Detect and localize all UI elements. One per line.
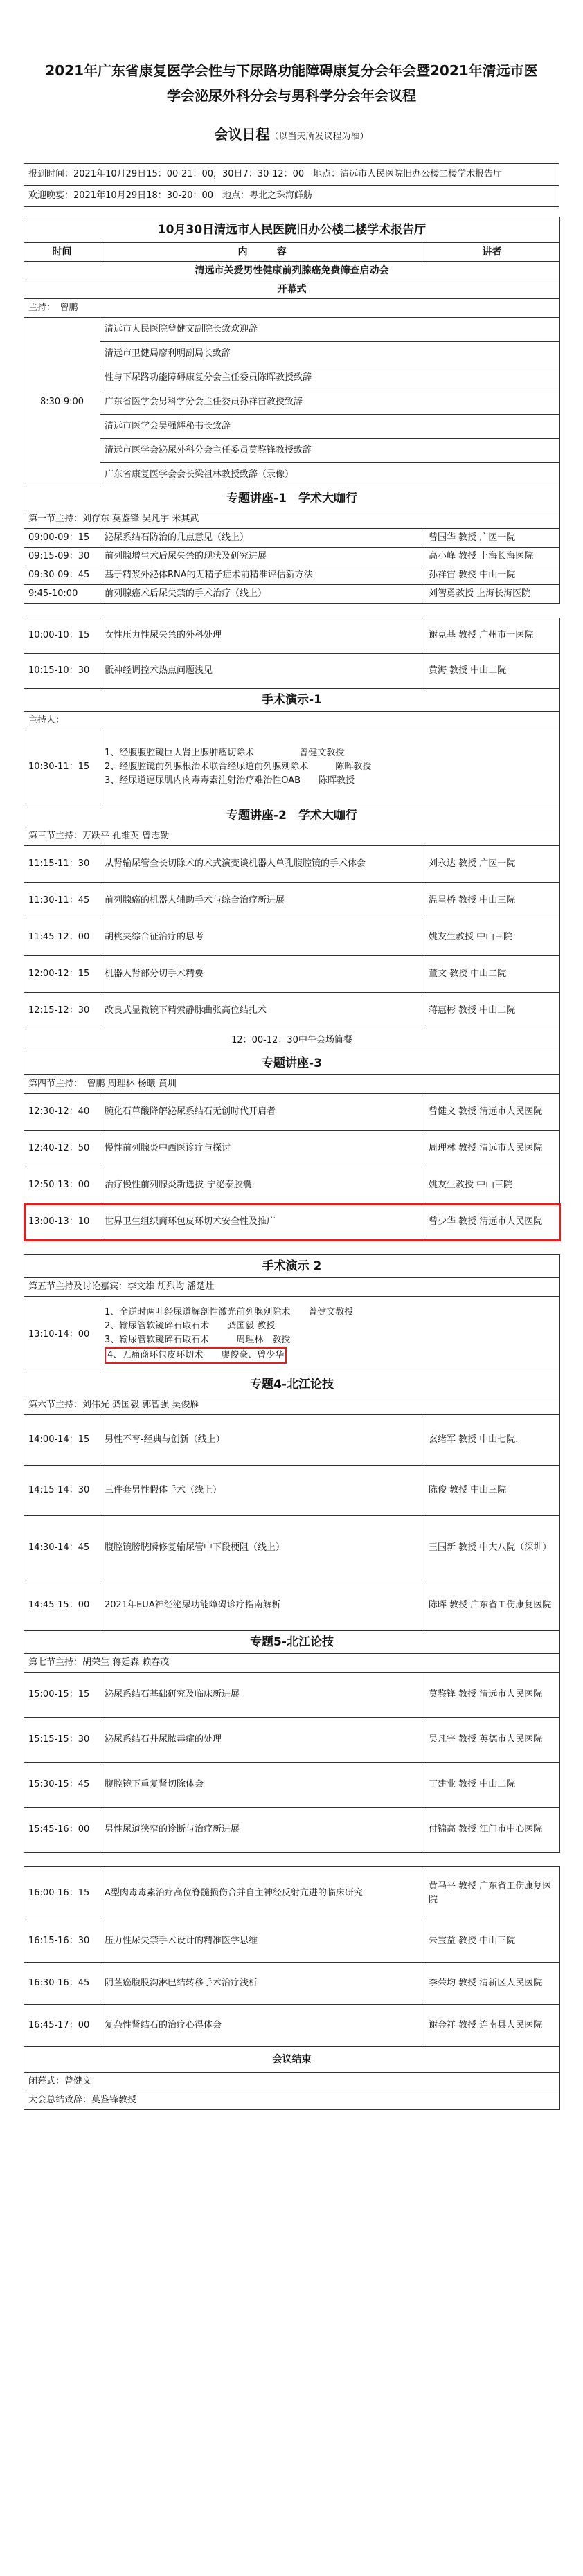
row-time: 09:30-09：45 (24, 566, 100, 585)
main-schedule-table (24, 217, 560, 604)
opening-section: 开幕式 (24, 280, 560, 299)
row-speaker: 吴凡宇 教授 英德市人民医院 (424, 1718, 560, 1763)
table-row (24, 1415, 560, 1466)
row-speaker: 黄海 教授 中山二院 (424, 654, 560, 689)
table-row (24, 1466, 560, 1516)
midday-schedule-table (24, 618, 560, 1241)
table-row (24, 654, 560, 689)
opening-item: 性与下尿路功能障碍康复分会主任委员陈晖教授致辞 (100, 366, 560, 390)
row-time: 12:15-12：30 (24, 993, 100, 1029)
table-row (24, 1808, 560, 1853)
row-speaker: 莫鉴锋 教授 清远市人民医院 (424, 1673, 560, 1718)
row-time: 11:45-12：00 (24, 919, 100, 956)
row-time: 14:30-14：45 (24, 1516, 100, 1580)
highlighted-surgery-item: 4、无痛商环包皮环切术 廖俊豪、曾少华 (105, 1347, 287, 1364)
row-time: 9:45-10:00 (24, 585, 100, 604)
title-line-1: 2021年广东省康复医学会性与下尿路功能障碍康复分会年会暨2021年清远市医 (45, 62, 538, 79)
schedule-note: （以当天所发议程为准） (269, 132, 369, 142)
surgery2-items (100, 1297, 560, 1373)
table-row (24, 1920, 560, 1963)
afternoon-schedule-table (24, 1254, 560, 1853)
row-time: 15:00-15：15 (24, 1673, 100, 1718)
table-row (24, 585, 560, 604)
row-speaker: 高小峰 教授 上海长海医院 (424, 548, 560, 566)
table-row (24, 1580, 560, 1631)
surgery-item: 3、输尿管软镜碎石取石术 周理林 教授 (105, 1335, 291, 1345)
row-speaker: 陈晖 教授 广东省工伤康复医院 (424, 1580, 560, 1631)
opening-activity: 清远市关爱男性健康前列腺癌免费筛查启动会 (24, 262, 560, 280)
opening-item: 清远市卫健局廖利明副局长致辞 (100, 342, 560, 366)
table-row (24, 548, 560, 566)
closing-host: 闭幕式：曾健文 (24, 2073, 560, 2091)
row-topic: 泌尿系结石基础研究及临床新进展 (100, 1673, 424, 1718)
row-time: 14:00-14：15 (24, 1415, 100, 1466)
row-topic: 改良式显微镜下精索静脉曲张高位结扎术 (100, 993, 424, 1029)
row-speaker: 丁建业 教授 中山二院 (424, 1763, 560, 1808)
row-speaker: 谢克基 教授 广州市一医院 (424, 618, 560, 654)
lecture3-title: 专题讲座-3 (24, 1052, 560, 1075)
table-row (24, 1131, 560, 1167)
late-schedule-table (24, 1866, 560, 2110)
surgery2-chairs: 第五节主持及讨论嘉宾：李文雄 胡烈均 潘楚灶 (24, 1278, 560, 1297)
meeting-end: 会议结束 (24, 2047, 560, 2073)
table-row (24, 529, 560, 548)
col-content: 内 容 (100, 243, 424, 262)
lunch-note: 12：00-12：30中午会场简餐 (24, 1029, 560, 1052)
row-time: 16:00-16：15 (24, 1867, 100, 1920)
lecture2-chairs: 第三节主持：万跃平 孔维英 曾志勤 (24, 827, 560, 846)
table-row (24, 1516, 560, 1580)
row-topic: 前列腺癌的机器人辅助手术与综合治疗新进展 (100, 883, 424, 919)
row-topic: 腹腔镜膀胱瞬修复输尿管中下段梗阻（线上） (100, 1516, 424, 1580)
table-row (24, 846, 560, 883)
surgery2-time: 13:10-14：00 (24, 1297, 100, 1373)
closing-summary: 大会总结致辞：莫鉴锋教授 (24, 2091, 560, 2110)
row-speaker: 黄马平 教授 广东省工伤康复医院 (424, 1867, 560, 1920)
row-time: 15:15-15：30 (24, 1718, 100, 1763)
row-time: 12:50-13：00 (24, 1167, 100, 1204)
opening-host: 主持： 曾鹏 (24, 299, 560, 318)
lecture1-title: 专题讲座-1 学术大咖行 (24, 487, 560, 510)
title-line-2: 学会泌尿外科分会与男科学分会年会议程 (167, 87, 416, 104)
row-topic: 治疗慢性前列腺炎新选拔-宁泌泰胶囊 (100, 1167, 424, 1204)
opening-item: 广东省康复医学会会长梁祖林教授致辞（录像） (100, 463, 560, 487)
schedule-title: 会议日程（以当天所发议程为准） (214, 126, 369, 143)
surgery-item: 1、全逆时两叶经尿道解剖性激光前列腺剜除术 曾健文教授 (105, 1307, 354, 1317)
document-title (0, 0, 583, 108)
surgery1-time: 10:30-11：15 (24, 730, 100, 804)
table-row (24, 1673, 560, 1718)
row-topic: 腕化石草酸降解泌尿系结石无创时代开启者 (100, 1094, 424, 1131)
opening-item: 清远市人民医院曾健文副院长致欢迎辞 (100, 318, 560, 342)
lecture2-title: 专题讲座-2 学术大咖行 (24, 804, 560, 827)
table-row (24, 1094, 560, 1131)
row-time: 11:30-11：45 (24, 883, 100, 919)
row-time: 10:15-10：30 (24, 654, 100, 689)
row-speaker: 曾国华 教授 广医一院 (424, 529, 560, 548)
row-topic: 女性压力性尿失禁的外科处理 (100, 618, 424, 654)
row-time: 15:45-16：00 (24, 1808, 100, 1853)
col-time: 时间 (24, 243, 100, 262)
table-row (24, 993, 560, 1029)
row-topic: 骶神经调控术热点问题浅见 (100, 654, 424, 689)
table-row (24, 956, 560, 993)
table-row (24, 1718, 560, 1763)
highlighted-row (24, 1204, 560, 1241)
row-topic: 世界卫生组织商环包皮环切术安全性及推广 (100, 1204, 424, 1241)
lecture5-title: 专题5-北江论技 (24, 1631, 560, 1654)
row-speaker: 姚友生教授 中山三院 (424, 1167, 560, 1204)
lecture4-chairs: 第六节主持：刘伟光 龚国毅 郭智强 吴俊雁 (24, 1396, 560, 1415)
row-topic: 从肾输尿管全长切除术的术式演变谈机器人单孔腹腔镜的手术体会 (100, 846, 424, 883)
row-speaker: 王国新 教授 中大八院（深圳） (424, 1516, 560, 1580)
row-time: 15:30-15：45 (24, 1763, 100, 1808)
row-topic: 压力性尿失禁手术设计的精准医学思维 (100, 1920, 424, 1963)
row-speaker: 玄绪军 教授 中山七院. (424, 1415, 560, 1466)
lecture3-chairs: 第四节主持： 曾鹏 周理林 杨曦 黄圳 (24, 1075, 560, 1094)
table-row (24, 1763, 560, 1808)
row-time: 09:15-09：30 (24, 548, 100, 566)
row-topic: 泌尿系结石并尿脓毒症的处理 (100, 1718, 424, 1763)
row-topic: 基于精浆外泌体RNA的无精子症术前精准评估新方法 (100, 566, 424, 585)
row-topic: 复杂性肾结石的治疗心得体会 (100, 2005, 424, 2047)
opening-item: 清远市医学会泌尿外科分会主任委员莫鉴锋教授致辞 (100, 439, 560, 463)
row-time: 13:00-13：10 (24, 1204, 100, 1241)
registration-info: 报到时间：2021年10月29日15：00-21：00，30日7：30-12：00 地点：清远市人民医院旧办公楼二楼学术报告厅 (24, 164, 559, 186)
row-topic: 男性尿道狭窄的诊断与治疗新进展 (100, 1808, 424, 1853)
row-speaker: 温星桥 教授 中山三院 (424, 883, 560, 919)
table-row (24, 566, 560, 585)
row-topic: 慢性前列腺炎中西医诊疗与探讨 (100, 1131, 424, 1167)
row-topic: 前列腺癌术后尿失禁的手术治疗（线上） (100, 585, 424, 604)
row-topic: 泌尿系结石防治的几点意见（线上） (100, 529, 424, 548)
row-time: 16:45-17：00 (24, 2005, 100, 2047)
table-row (24, 883, 560, 919)
row-speaker: 曾健文 教授 清远市人民医院 (424, 1094, 560, 1131)
row-topic: 男性不育-经典与创新（线上） (100, 1415, 424, 1466)
row-speaker: 曾少华 教授 清远市人民医院 (424, 1204, 560, 1241)
row-topic: A型肉毒毒素治疗高位脊髓损伤合并自主神经反射亢进的临床研究 (100, 1867, 424, 1920)
lecture5-chairs: 第七节主持：胡荣生 蒋廷森 赖春茂 (24, 1654, 560, 1673)
row-topic: 三件套男性假体手术（线上） (100, 1466, 424, 1516)
row-time: 12:40-12：50 (24, 1131, 100, 1167)
row-topic: 前列腺增生术后尿失禁的现状及研究进展 (100, 548, 424, 566)
row-speaker: 朱宝益 教授 中山三院 (424, 1920, 560, 1963)
row-time: 16:15-16：30 (24, 1920, 100, 1963)
surgery-item: 2、经腹腔镜前列腺根治术联合经尿道前列腺剜除术 陈晖教授 (105, 762, 372, 772)
row-time: 16:30-16：45 (24, 1963, 100, 2005)
row-speaker: 蒋惠彬 教授 中山二院 (424, 993, 560, 1029)
lecture4-title: 专题4-北江论技 (24, 1373, 560, 1396)
lecture1-chairs: 第一节主持：刘存东 莫鉴锋 吴凡宇 米其武 (24, 510, 560, 529)
row-time: 10:00-10：15 (24, 618, 100, 654)
row-topic: 阴茎癌腹股沟淋巴结转移手术治疗浅析 (100, 1963, 424, 2005)
surgery2-title: 手术演示 2 (24, 1255, 560, 1278)
row-time: 14:45-15：00 (24, 1580, 100, 1631)
surgery-item: 1、经腹腹腔镜巨大肾上腺肿瘤切除术 曾健文教授 (105, 748, 345, 758)
opening-time: 8:30-9:00 (24, 318, 100, 487)
col-speaker: 讲者 (424, 243, 560, 262)
row-speaker: 谢金祥 教授 连南县人民医院 (424, 2005, 560, 2047)
row-speaker: 刘智勇教授 上海长海医院 (424, 585, 560, 604)
surgery-item: 3、经尿道逼尿肌内肉毒毒素注射治疗难治性OAB 陈晖教授 (105, 775, 355, 786)
opening-item: 清远市医学会吴强辉秘书长致辞 (100, 415, 560, 439)
info-box (24, 163, 559, 207)
table-row (24, 919, 560, 956)
table-row (24, 618, 560, 654)
row-time: 11:15-11：30 (24, 846, 100, 883)
day-header: 10月30日清远市人民医院旧办公楼二楼学术报告厅 (24, 217, 560, 243)
row-speaker: 付锦高 教授 江门市中心医院 (424, 1808, 560, 1853)
table-row (24, 1963, 560, 2005)
surgery1-title: 手术演示-1 (24, 689, 560, 712)
row-time: 14:15-14：30 (24, 1466, 100, 1516)
table-row (24, 1167, 560, 1204)
row-topic: 2021年EUA神经泌尿功能障碍诊疗指南解析 (100, 1580, 424, 1631)
surgery-item: 2、输尿管软镜碎石取石术 龚国毅 教授 (105, 1321, 276, 1331)
row-speaker: 刘永达 教授 广医一院 (424, 846, 560, 883)
row-speaker: 姚友生教授 中山三院 (424, 919, 560, 956)
table-row (24, 2005, 560, 2047)
table-row (24, 1867, 560, 1920)
row-speaker: 董文 教授 中山二院 (424, 956, 560, 993)
row-time: 12:30-12：40 (24, 1094, 100, 1131)
surgery1-host: 主持人： (24, 712, 560, 730)
row-speaker: 陈俊 教授 中山三院 (424, 1466, 560, 1516)
row-time: 12:00-12：15 (24, 956, 100, 993)
row-speaker: 孙祥宙 教授 中山一院 (424, 566, 560, 585)
row-topic: 腹腔镜下重复肾切除体会 (100, 1763, 424, 1808)
row-time: 09:00-09：15 (24, 529, 100, 548)
dinner-info: 欢迎晚宴：2021年10月29日18：30-20：00 地点：粤北之珠海鲜舫 (28, 190, 313, 201)
opening-item: 广东省医学会男科学分会主任委员孙祥宙教授致辞 (100, 390, 560, 415)
row-topic: 机器人肾部分切手术精要 (100, 956, 424, 993)
surgery1-items (100, 730, 560, 804)
row-speaker: 李荣均 教授 清新区人民医院 (424, 1963, 560, 2005)
row-topic: 胡桃夹综合征治疗的思考 (100, 919, 424, 956)
row-speaker: 周理林 教授 清远市人民医院 (424, 1131, 560, 1167)
